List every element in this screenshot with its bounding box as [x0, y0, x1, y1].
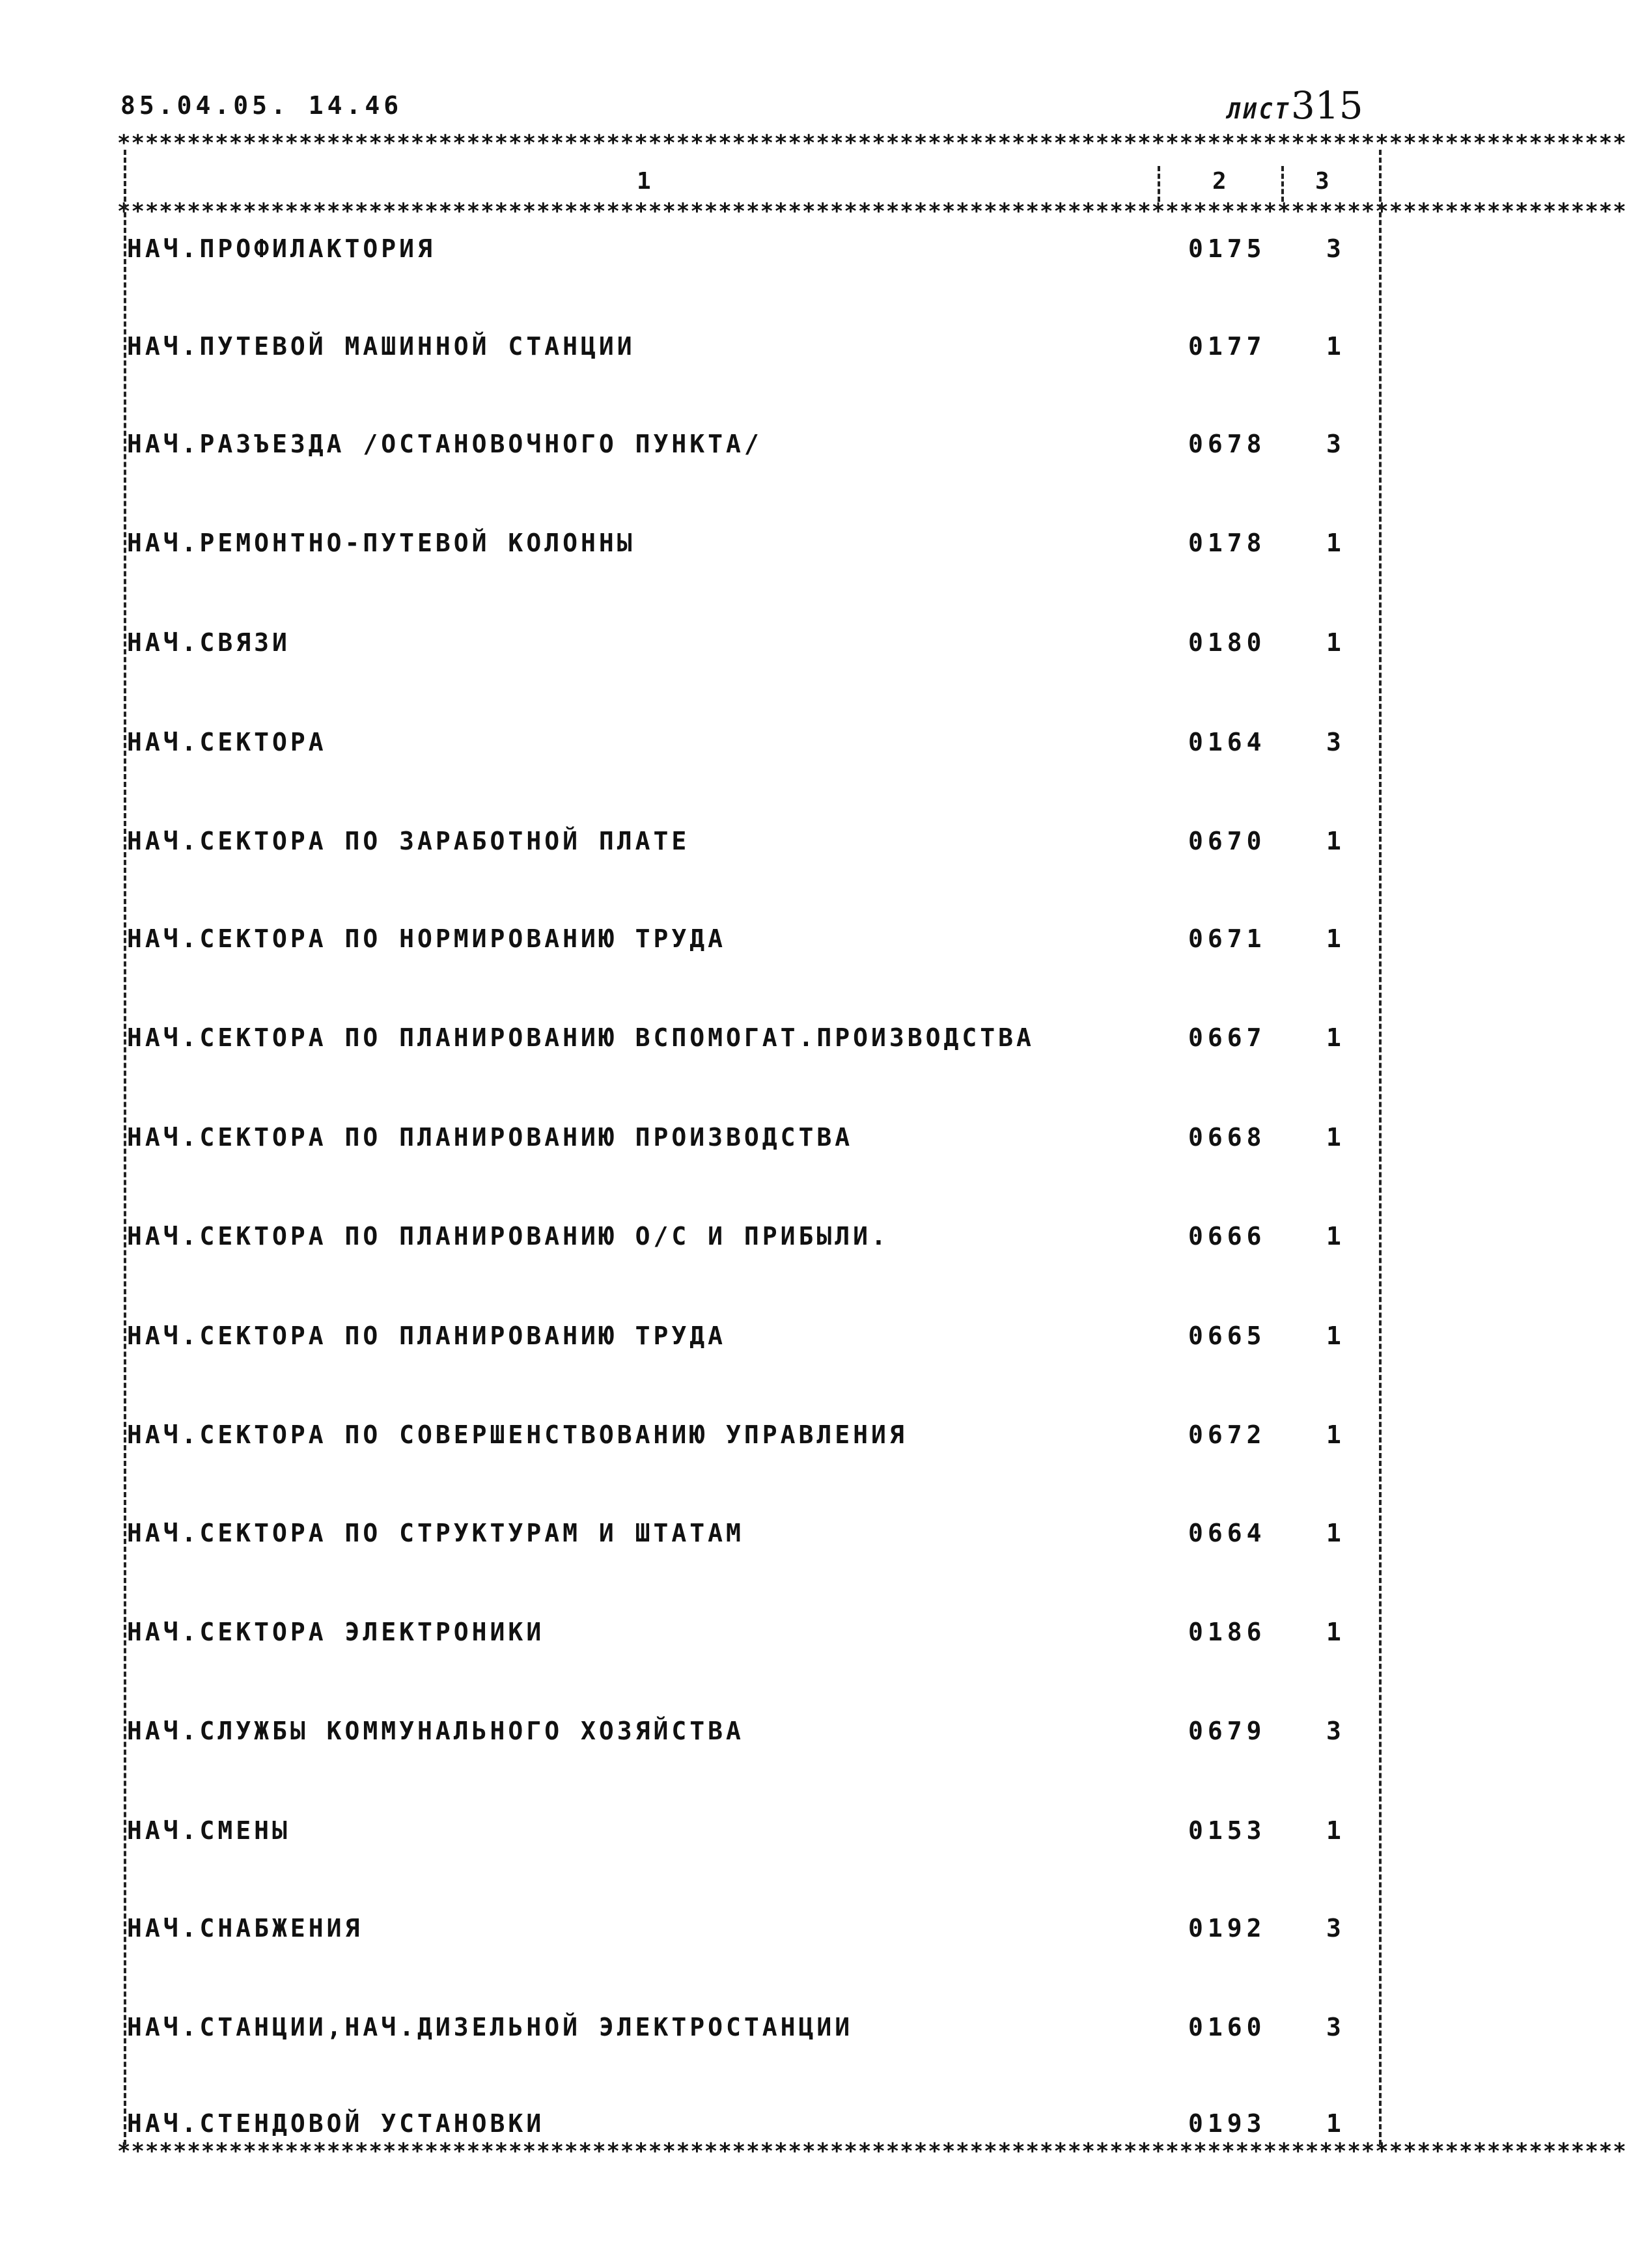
- table-row: [127, 628, 1377, 667]
- position-code: 0679: [1188, 1717, 1266, 1745]
- top-star-border: ************************************************************************************************************: [117, 130, 1627, 156]
- position-code: 0175: [1188, 234, 1266, 263]
- table-right-border: [1379, 150, 1382, 2145]
- position-code: 0186: [1188, 1618, 1266, 1646]
- table-row: [127, 1321, 1377, 1361]
- position-code: 0668: [1188, 1123, 1266, 1152]
- header-star-divider: ************************************************************************************************************: [117, 199, 1627, 225]
- position-code: 0164: [1188, 728, 1266, 756]
- position-name: НАЧ.СНАБЖЕНИЯ: [127, 1914, 363, 1943]
- sheet-label: ЛИСТ: [1227, 98, 1291, 124]
- table-left-border: [124, 150, 126, 2145]
- position-category: 1: [1326, 1222, 1344, 1251]
- position-code: 0666: [1188, 1222, 1266, 1251]
- position-code: 0153: [1188, 1816, 1266, 1845]
- position-category: 1: [1326, 1519, 1344, 1547]
- position-name: НАЧ.СЕКТОРА ПО ПЛАНИРОВАНИЮ ВСПОМОГАТ.ПРОИЗВОДСТВА: [127, 1023, 1035, 1052]
- table-row: [127, 1816, 1377, 1855]
- position-code: 0160: [1188, 2013, 1266, 2041]
- position-code: 0667: [1188, 1023, 1266, 1052]
- position-category: 1: [1326, 529, 1344, 557]
- position-name: НАЧ.СЕКТОРА: [127, 728, 327, 756]
- column-header-3: 3: [1315, 168, 1329, 195]
- column-header-1: 1: [637, 168, 651, 195]
- position-code: 0671: [1188, 924, 1266, 953]
- position-name: НАЧ.СВЯЗИ: [127, 628, 290, 657]
- position-name: НАЧ.СЕКТОРА ПО СТРУКТУРАМ И ШТАТАМ: [127, 1519, 744, 1547]
- position-code: 0193: [1188, 2109, 1266, 2138]
- position-name: НАЧ.СЕКТОРА ЭЛЕКТРОНИКИ: [127, 1618, 545, 1646]
- table-row: [127, 1519, 1377, 1558]
- bottom-star-border: ************************************************************************************************************: [117, 2138, 1627, 2164]
- position-name: НАЧ.СЛУЖБЫ КОММУНАЛЬНОГО ХОЗЯЙСТВА: [127, 1717, 744, 1745]
- table-row: [127, 430, 1377, 469]
- table-row: [127, 1222, 1377, 1261]
- position-category: 1: [1326, 332, 1344, 361]
- position-code: 0180: [1188, 628, 1266, 657]
- table-row: [127, 529, 1377, 568]
- position-name: НАЧ.ПУТЕВОЙ МАШИННОЙ СТАНЦИИ: [127, 332, 635, 361]
- position-category: 3: [1326, 1717, 1344, 1745]
- position-name: НАЧ.СЕКТОРА ПО НОРМИРОВАНИЮ ТРУДА: [127, 924, 726, 953]
- position-name: НАЧ.РАЗЪЕЗДА /ОСТАНОВОЧНОГО ПУНКТА/: [127, 430, 762, 458]
- position-category: 1: [1326, 924, 1344, 953]
- position-code: 0665: [1188, 1321, 1266, 1350]
- print-date: 85.04.05. 14.46: [120, 91, 403, 120]
- position-name: НАЧ.СЕКТОРА ПО ПЛАНИРОВАНИЮ ПРОИЗВОДСТВА: [127, 1123, 854, 1152]
- column-header-2: 2: [1212, 168, 1227, 195]
- table-row: [127, 1717, 1377, 1756]
- table-row: [127, 332, 1377, 371]
- sheet-number: 315: [1290, 83, 1363, 128]
- position-name: НАЧ.СТАНЦИИ,НАЧ.ДИЗЕЛЬНОЙ ЭЛЕКТРОСТАНЦИИ: [127, 2013, 854, 2041]
- position-category: 1: [1326, 1321, 1344, 1350]
- sheet-number-label: [1227, 83, 1363, 128]
- position-code: 0178: [1188, 529, 1266, 557]
- position-name: НАЧ.СЕКТОРА ПО СОВЕРШЕНСТВОВАНИЮ УПРАВЛЕНИЯ: [127, 1420, 908, 1449]
- table-row: [127, 1420, 1377, 1459]
- position-category: 1: [1326, 1123, 1344, 1152]
- position-name: НАЧ.СЕКТОРА ПО ПЛАНИРОВАНИЮ О/С И ПРИБЫЛИ.: [127, 1222, 889, 1251]
- table-row: [127, 1023, 1377, 1062]
- position-category: 1: [1326, 1420, 1344, 1449]
- position-category: 3: [1326, 1914, 1344, 1943]
- table-row: [127, 1618, 1377, 1657]
- position-code: 0664: [1188, 1519, 1266, 1547]
- position-name: НАЧ.РЕМОНТНО-ПУТЕВОЙ КОЛОННЫ: [127, 529, 635, 557]
- table-row: [127, 2013, 1377, 2052]
- position-name: НАЧ.СМЕНЫ: [127, 1816, 290, 1845]
- position-code: 0192: [1188, 1914, 1266, 1943]
- table-row: [127, 234, 1377, 273]
- position-category: 1: [1326, 1618, 1344, 1646]
- position-category: 1: [1326, 1816, 1344, 1845]
- position-name: НАЧ.СТЕНДОВОЙ УСТАНОВКИ: [127, 2109, 545, 2138]
- table-row: [127, 1914, 1377, 1953]
- position-category: 1: [1326, 628, 1344, 657]
- position-category: 1: [1326, 1023, 1344, 1052]
- position-category: 1: [1326, 2109, 1344, 2138]
- position-code: 0678: [1188, 430, 1266, 458]
- table-row: [127, 924, 1377, 963]
- position-code: 0670: [1188, 827, 1266, 855]
- position-code: 0177: [1188, 332, 1266, 361]
- table-row: [127, 1123, 1377, 1162]
- position-name: НАЧ.СЕКТОРА ПО ЗАРАБОТНОЙ ПЛАТЕ: [127, 827, 690, 855]
- position-category: 3: [1326, 2013, 1344, 2041]
- column-divider-1: [1158, 166, 1160, 202]
- position-category: 1: [1326, 827, 1344, 855]
- position-category: 3: [1326, 728, 1344, 756]
- column-divider-2: [1281, 166, 1284, 202]
- position-category: 3: [1326, 430, 1344, 458]
- table-row: [127, 2109, 1377, 2148]
- position-category: 3: [1326, 234, 1344, 263]
- table-row: [127, 728, 1377, 767]
- position-code: 0672: [1188, 1420, 1266, 1449]
- position-name: НАЧ.ПРОФИЛАКТОРИЯ: [127, 234, 436, 263]
- table-row: [127, 827, 1377, 866]
- position-name: НАЧ.СЕКТОРА ПО ПЛАНИРОВАНИЮ ТРУДА: [127, 1321, 726, 1350]
